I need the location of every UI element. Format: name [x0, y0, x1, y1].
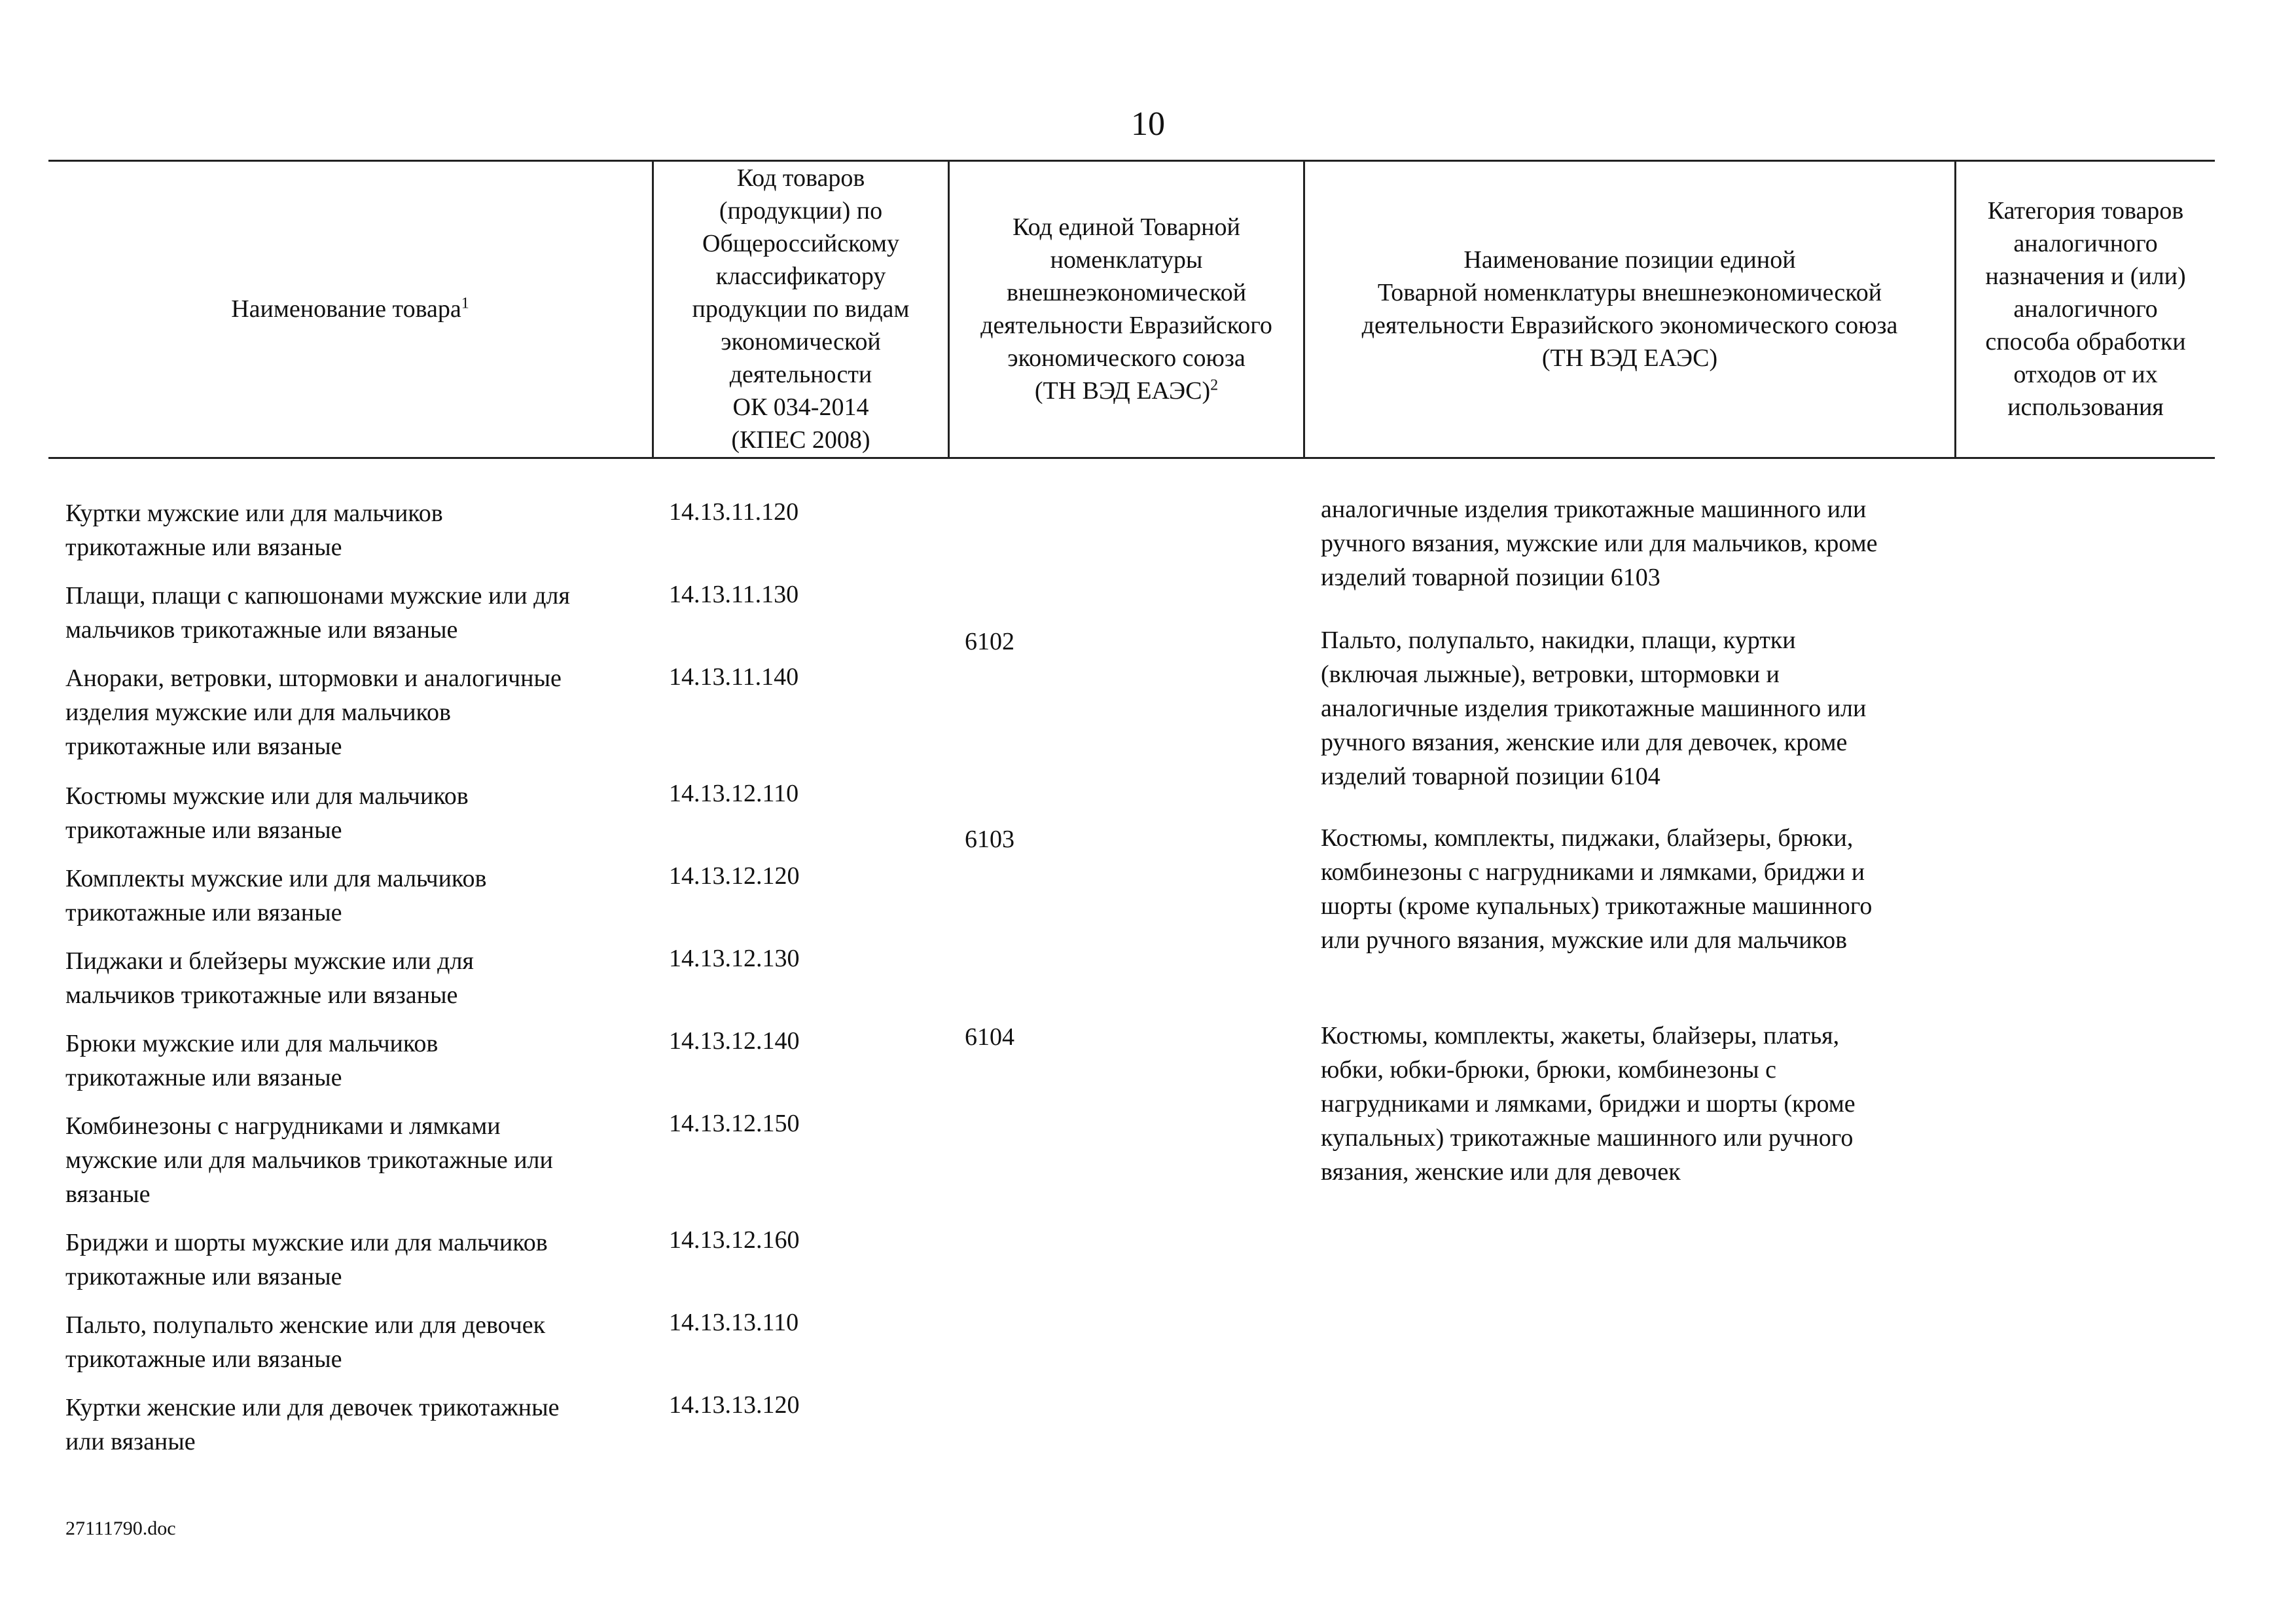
product-name: Пиджаки и блейзеры мужские или для мальчиков трикотажные или вязаные: [65, 947, 474, 1009]
tnved-code: 6104: [965, 1023, 1014, 1051]
header-waste-category-text: Категория товаров аналогичного назначения и (или) аналогичного способа обработки отходов от их использования: [1985, 197, 2186, 421]
tnved-description: Пальто, полупальто, накидки, плащи, куртки (включая лыжные), ветровки, штормовки и аналогичные изделия трикотажные машинного или ручного вязания, женские или для девочек, кроме изделий товарной позиции 6104: [1321, 627, 1867, 790]
header-okpd2-code-text: Код товаров (продукции) по Общероссийскому классификатору продукции по видам экономической деятельности ОК 034-2014 (КПЕС 2008): [692, 164, 910, 454]
okpd2-code: 14.13.13.120: [669, 1391, 800, 1419]
okpd2-code: 14.13.12.130: [669, 945, 800, 972]
tnved-description: аналогичные изделия трикотажные машинного или ручного вязания, мужские или для мальчиков, кроме изделий товарной позиции 6103: [1321, 496, 1878, 591]
header-product-name: [48, 160, 652, 458]
okpd2-code: 14.13.12.140: [669, 1027, 800, 1055]
okpd2-code: 14.13.11.130: [669, 581, 799, 608]
okpd2-code: 14.13.13.110: [669, 1309, 799, 1336]
product-name: Пальто, полупальто женские или для девочек трикотажные или вязаные: [65, 1311, 546, 1373]
product-name: Анораки, ветровки, штормовки и аналогичные изделия мужские или для мальчиков трикотажные или вязаные: [65, 665, 562, 760]
footer-filename: 27111790.doc: [65, 1518, 176, 1539]
header-tnved-code: [950, 160, 1303, 458]
header-waste-category: [1956, 160, 2215, 458]
product-name: Бриджи и шорты мужские или для мальчиков трикотажные или вязаные: [65, 1229, 548, 1290]
okpd2-code: 14.13.11.140: [669, 663, 799, 691]
product-name: Брюки мужские или для мальчиков трикотажные или вязаные: [65, 1030, 439, 1091]
header-tnved-name-text: Наименование позиции единой Товарной номенклатуры внешнеэкономической деятельности Евразийского экономического союза (ТН ВЭД ЕАЭС): [1361, 246, 1898, 372]
tnved-description: Костюмы, комплекты, пиджаки, блайзеры, брюки, комбинезоны с нагрудниками и лямками, бриджи и шорты (кроме купальных) трикотажные машинного или ручного вязания, мужские или для мальчиков: [1321, 824, 1873, 954]
header-tnved-code-text: Код единой Товарной номенклатуры внешнеэкономической деятельности Евразийского экономического союза (ТН ВЭД ЕАЭС): [980, 213, 1272, 405]
okpd2-code: 14.13.12.160: [669, 1226, 800, 1254]
tnved-description: Костюмы, комплекты, жакеты, блайзеры, платья, юбки, юбки-брюки, брюки, комбинезоны с нагрудниками и лямками, бриджи и шорты (кроме купальных) трикотажные машинного или ручного вязания, женские или для девочек: [1321, 1022, 1856, 1186]
okpd2-code: 14.13.11.120: [669, 498, 799, 526]
footnote-ref-1: 1: [461, 295, 469, 312]
tnved-code: 6102: [965, 628, 1014, 655]
header-product-name-text: Наименование товара: [231, 295, 461, 323]
product-name: Куртки женские или для девочек трикотажные или вязаные: [65, 1394, 560, 1455]
footnote-ref-2: 2: [1210, 376, 1219, 394]
product-name: Комбинезоны с нагрудниками и лямками мужские или для мальчиков трикотажные или вязаные: [65, 1112, 553, 1208]
product-name: Костюмы мужские или для мальчиков трикотажные или вязаные: [65, 782, 469, 844]
product-name: Куртки мужские или для мальчиков трикотажные или вязаные: [65, 500, 443, 561]
header-tnved-name: [1305, 160, 1954, 458]
okpd2-code: 14.13.12.150: [669, 1110, 800, 1137]
product-name: Плащи, плащи с капюшонами мужские или для мальчиков трикотажные или вязаные: [65, 582, 570, 644]
okpd2-code: 14.13.12.120: [669, 862, 800, 890]
product-name: Комплекты мужские или для мальчиков трикотажные или вязаные: [65, 865, 487, 926]
header-okpd2-code: [654, 160, 948, 458]
tnved-code: 6103: [965, 826, 1014, 853]
okpd2-code: 14.13.12.110: [669, 780, 799, 807]
page-number: 10: [1131, 105, 1165, 143]
